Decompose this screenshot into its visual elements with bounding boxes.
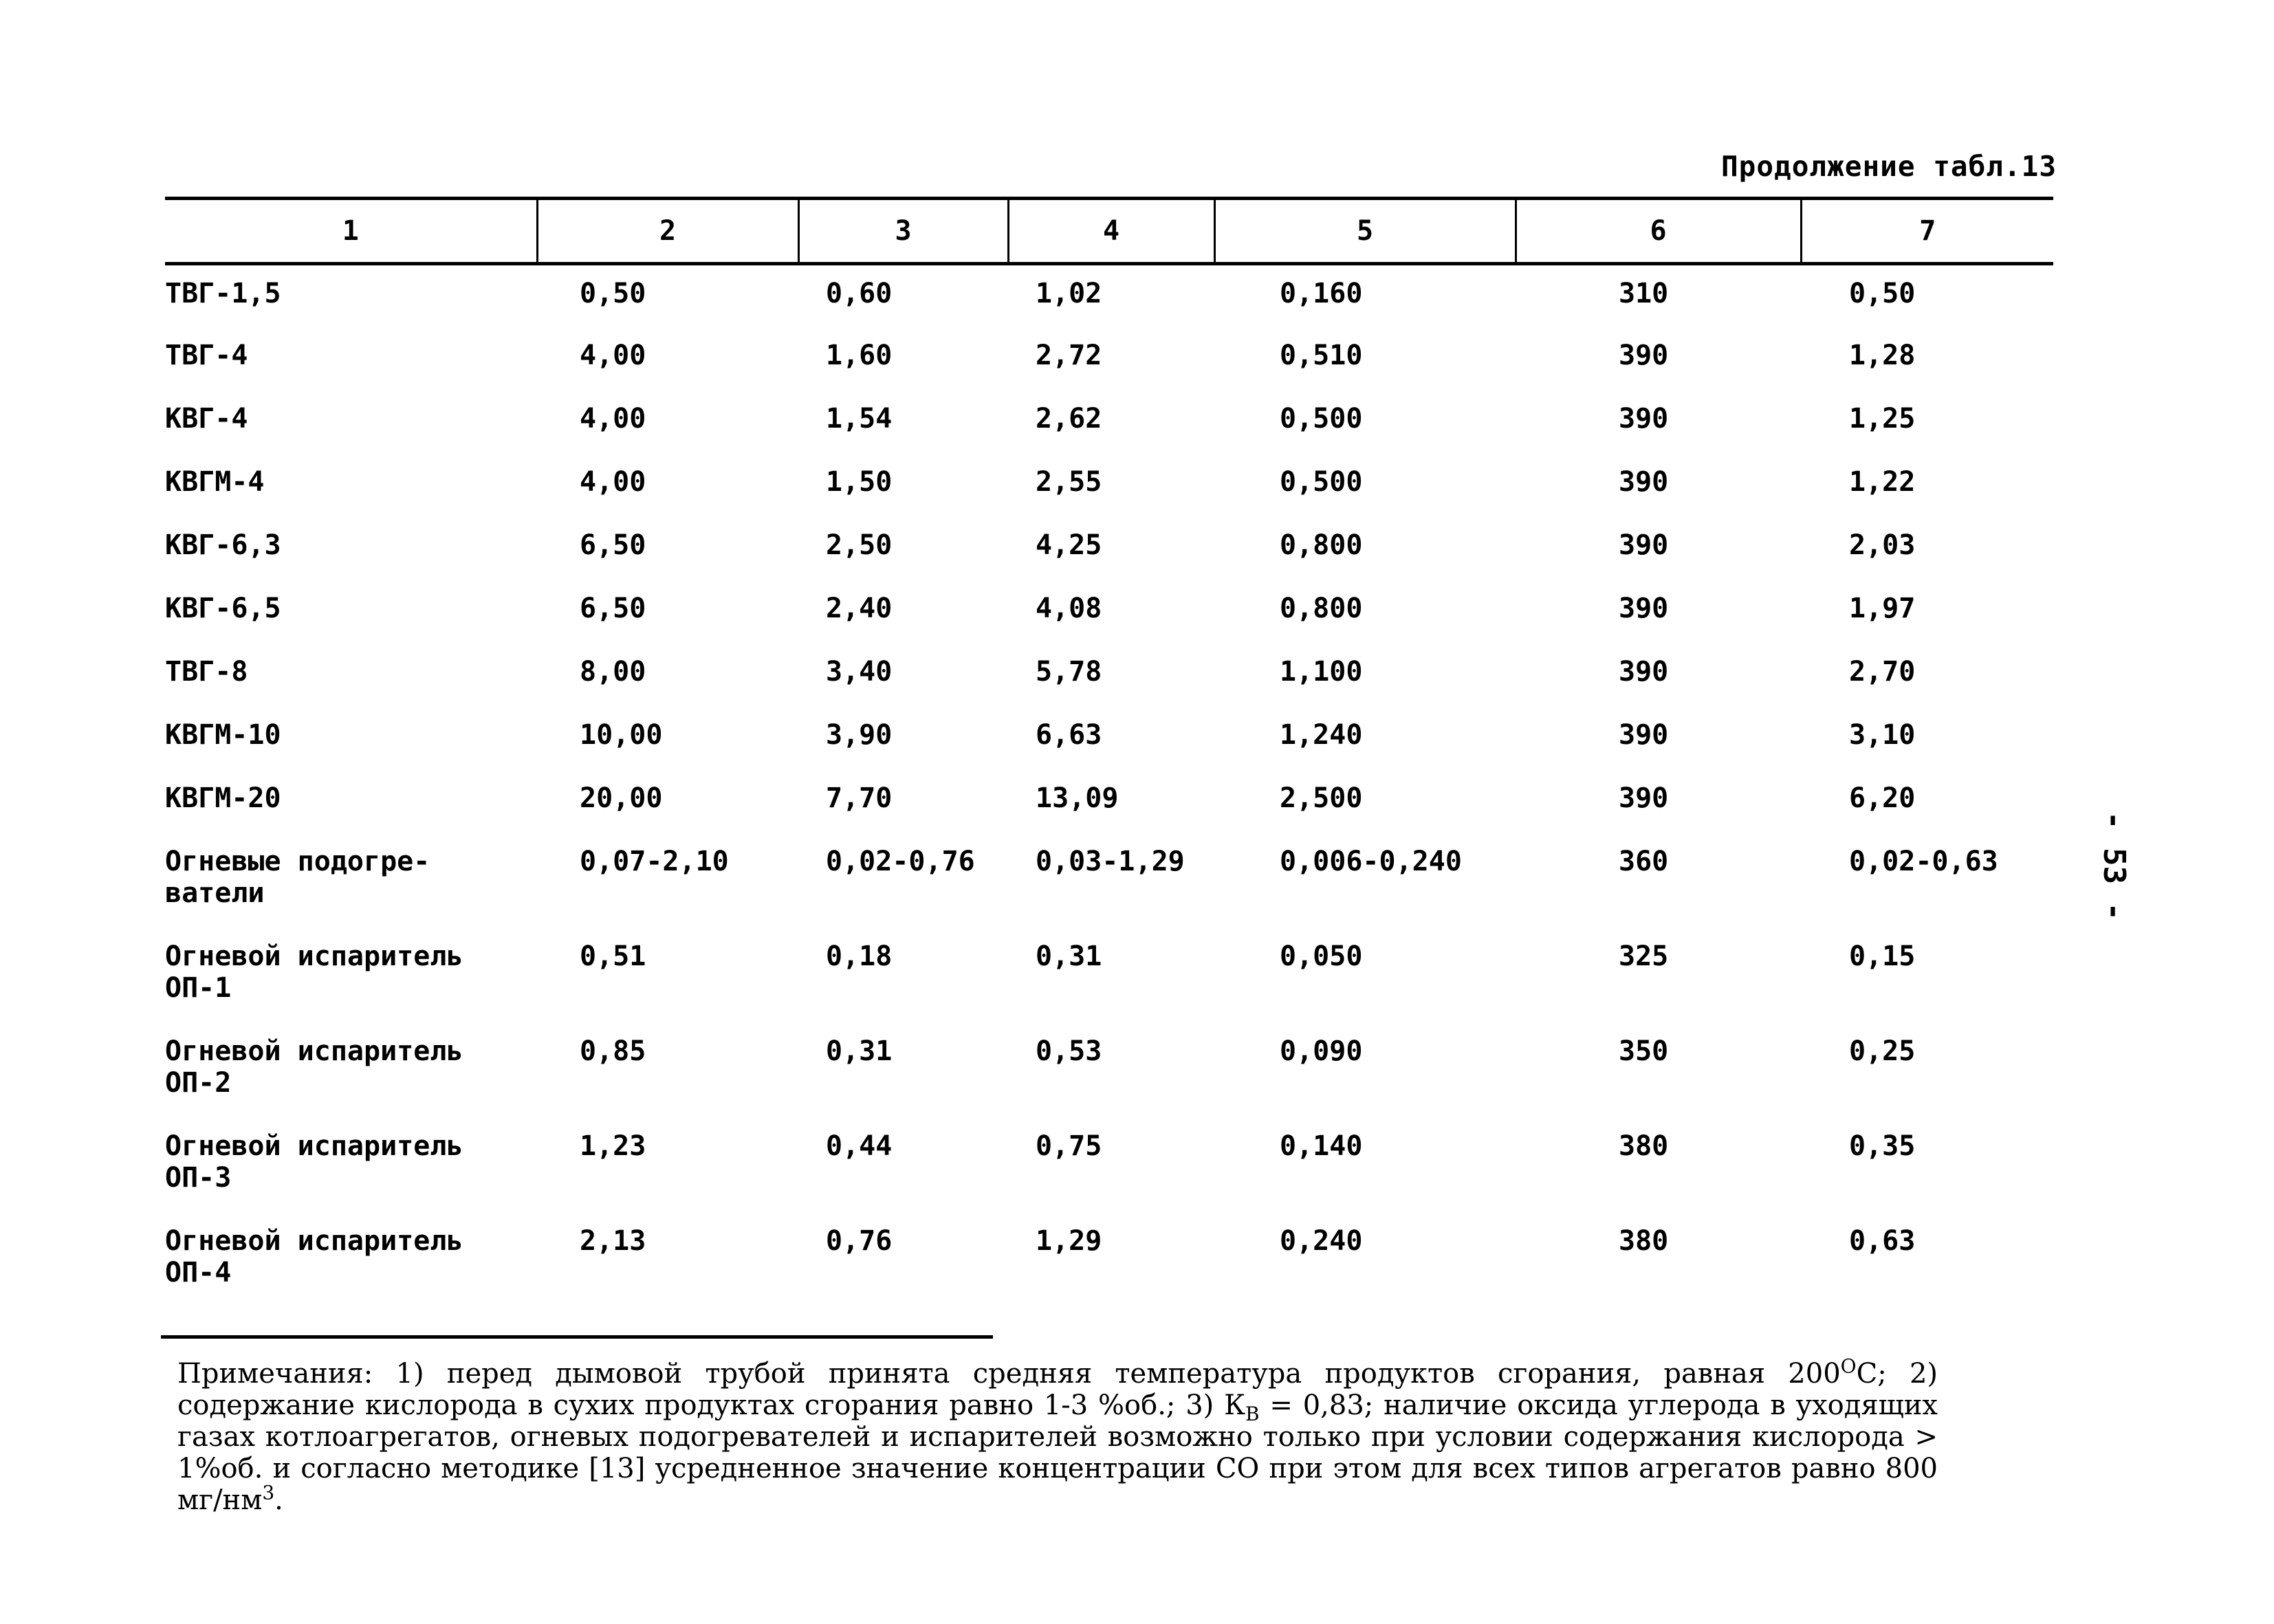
table-row [165,833,2053,928]
cell-col-2: 10,00 [580,718,663,751]
cell-col-5: 0,500 [1280,465,1363,498]
cell-col-5: 2,500 [1280,782,1363,814]
cell-col-6: 390 [1619,402,1669,435]
cell-col-7: 0,35 [1849,1130,1916,1162]
column-header-6: 6 [1516,199,1801,264]
cell-col-5: 0,090 [1280,1035,1363,1067]
cell-col-3: 0,31 [826,1035,893,1067]
cell-col-4: 0,03-1,29 [1036,845,1185,877]
cell-col-2: 20,00 [580,782,663,814]
cell-col-7: 0,50 [1849,278,1916,309]
row-name-cell [165,580,537,644]
table-row [165,264,2053,327]
cell-col-3: 0,76 [826,1225,893,1257]
cell-col-7: 1,97 [1849,592,1916,624]
cell-col-5: 0,510 [1280,339,1363,371]
cell-col-6: 380 [1619,1130,1669,1162]
row-name-line: КВГ-6,5 [165,592,281,624]
cell-col-3: 1,50 [826,465,893,498]
cell-col-4: 5,78 [1036,655,1102,688]
cell-col-6: 390 [1619,718,1669,751]
column-header-2: 2 [537,199,798,264]
cell-col-2: 1,23 [580,1130,646,1162]
cell-col-7: 1,28 [1849,339,1916,371]
row-name-line: ОП-2 [165,1066,232,1099]
table-body [165,264,2053,1308]
cell-col-7: 2,70 [1849,655,1916,688]
cell-col-4: 6,63 [1036,718,1102,751]
row-name-line: Огневые подогре- [165,845,430,877]
cell-col-7: 3,10 [1849,718,1916,751]
cell-col-7: 1,22 [1849,465,1916,498]
subscript-b: В [1245,1403,1260,1425]
page-number: - 53 - [2097,811,2132,921]
cell-col-5: 0,160 [1280,278,1363,309]
data-table [165,197,2053,1308]
table-row [165,517,2053,580]
table-notes [177,1354,1938,1516]
column-header-7: 7 [1801,199,2053,264]
cell-col-2: 4,00 [580,465,646,498]
cell-col-3: 7,70 [826,782,893,814]
row-name-cell [165,833,537,928]
cell-col-6: 360 [1619,845,1669,877]
table-row [165,770,2053,833]
cell-col-4: 0,53 [1036,1035,1102,1067]
row-name-line: ОП-3 [165,1161,232,1194]
table-row [165,1023,2053,1118]
row-name-line: ОП-4 [165,1256,232,1288]
row-name-cell [165,1213,537,1308]
cell-col-7: 0,02-0,63 [1849,845,1998,877]
row-name-cell [165,517,537,580]
notes-text-2: С; 2) содержание кислорода в сухих продуктах сгорания равно 1-3 %об.; 3) К [177,1358,1938,1421]
notes-text-3: = 0,83; наличие оксида углерода в уходящих газах котлоагрегатов, огневых подогревателей и испарителей возможно только при условии содержания кислорода > 1%об. и согласно методике [13] усредненное значение концентрации СО при этом для всех типов агрегатов равно 800 мг/нм [177,1390,1938,1516]
cell-col-7: 6,20 [1849,782,1916,814]
row-name-line: ТВГ-4 [165,339,248,371]
cell-col-3: 3,90 [826,718,893,751]
cell-col-3: 2,50 [826,529,893,561]
table-header-row [165,199,2053,264]
cell-col-6: 310 [1619,278,1669,309]
cell-col-5: 0,240 [1280,1225,1363,1257]
row-name-line: КВГМ-20 [165,782,281,814]
row-name-cell [165,644,537,707]
table-row [165,707,2053,770]
cell-col-2: 8,00 [580,655,646,688]
cell-col-3: 0,02-0,76 [826,845,975,877]
table-row [165,1213,2053,1308]
table-row [165,391,2053,454]
row-name-line: КВГМ-4 [165,465,265,498]
row-name-cell [165,454,537,517]
row-name-line: Огневой испаритель [165,1035,463,1067]
row-name-line: КВГМ-10 [165,718,281,751]
row-name-line: Огневой испаритель [165,1225,463,1257]
cell-col-4: 4,25 [1036,529,1102,561]
column-header-1: 1 [165,199,537,264]
row-name-cell [165,327,537,391]
cell-col-4: 1,29 [1036,1225,1102,1257]
cell-col-7: 0,63 [1849,1225,1916,1257]
table-row [165,928,2053,1023]
cell-col-2: 2,13 [580,1225,646,1257]
cell-col-6: 390 [1619,339,1669,371]
column-header-3: 3 [798,199,1008,264]
cell-col-4: 4,08 [1036,592,1102,624]
cell-col-5: 0,050 [1280,940,1363,972]
column-header-4: 4 [1008,199,1214,264]
cell-col-6: 390 [1619,782,1669,814]
cell-col-4: 2,55 [1036,465,1102,498]
table-row [165,327,2053,391]
table-row [165,454,2053,517]
table-row [165,580,2053,644]
cell-col-6: 390 [1619,655,1669,688]
cell-col-4: 0,31 [1036,940,1102,972]
cell-col-7: 0,15 [1849,940,1916,972]
row-name-cell [165,1023,537,1118]
cell-col-4: 13,09 [1036,782,1119,814]
row-name-line: КВГ-4 [165,402,248,435]
cube-superscript: 3 [262,1481,275,1504]
cell-col-6: 390 [1619,529,1669,561]
row-name-cell [165,1118,537,1213]
table-row [165,1118,2053,1213]
cell-col-3: 0,60 [826,278,893,309]
cell-col-5: 0,006-0,240 [1280,845,1462,877]
column-header-5: 5 [1214,199,1516,264]
cell-col-2: 0,07-2,10 [580,845,729,877]
notes-text-1: Примечания: 1) перед дымовой трубой принята средняя температура продуктов сгорания, равная 200 [177,1358,1841,1390]
notes-text-4: . [274,1484,283,1516]
cell-col-6: 390 [1619,592,1669,624]
cell-col-5: 1,100 [1280,655,1363,688]
row-name-line: ОП-1 [165,972,232,1004]
row-name-line: ватели [165,877,265,909]
cell-col-3: 0,18 [826,940,893,972]
cell-col-2: 0,50 [580,278,646,309]
cell-col-2: 0,85 [580,1035,646,1067]
cell-col-6: 380 [1619,1225,1669,1257]
cell-col-2: 0,51 [580,940,646,972]
row-name-line: Огневой испаритель [165,940,463,972]
cell-col-3: 0,44 [826,1130,893,1162]
cell-col-5: 0,500 [1280,402,1363,435]
row-name-line: ТВГ-1,5 [165,278,281,309]
cell-col-3: 1,54 [826,402,893,435]
table-row [165,644,2053,707]
cell-col-6: 390 [1619,465,1669,498]
cell-col-3: 1,60 [826,339,893,371]
row-name-line: Огневой испаритель [165,1130,463,1162]
cell-col-3: 3,40 [826,655,893,688]
cell-col-2: 4,00 [580,402,646,435]
cell-col-7: 1,25 [1849,402,1916,435]
cell-col-4: 2,62 [1036,402,1102,435]
row-name-line: ТВГ-8 [165,655,248,688]
row-name-cell [165,770,537,833]
cell-col-6: 325 [1619,940,1669,972]
cell-col-4: 2,72 [1036,339,1102,371]
cell-col-4: 0,75 [1036,1130,1102,1162]
row-name-cell [165,928,537,1023]
degree-superscript: О [1840,1354,1857,1378]
cell-col-6: 350 [1619,1035,1669,1067]
cell-col-5: 0,800 [1280,592,1363,624]
cell-col-4: 1,02 [1036,278,1102,309]
cell-col-2: 6,50 [580,529,646,561]
row-name-cell [165,264,537,327]
row-name-line: КВГ-6,3 [165,529,281,561]
cell-col-7: 2,03 [1849,529,1916,561]
data-table-container [165,197,2053,1308]
cell-col-5: 0,800 [1280,529,1363,561]
row-name-cell [165,391,537,454]
cell-col-3: 2,40 [826,592,893,624]
cell-col-7: 0,25 [1849,1035,1916,1067]
row-name-cell [165,707,537,770]
cell-col-5: 0,140 [1280,1130,1363,1162]
cell-col-2: 6,50 [580,592,646,624]
cell-col-2: 4,00 [580,339,646,371]
notes-divider [161,1335,993,1339]
cell-col-5: 1,240 [1280,718,1363,751]
table-caption: Продолжение табл.13 [1721,150,2057,183]
